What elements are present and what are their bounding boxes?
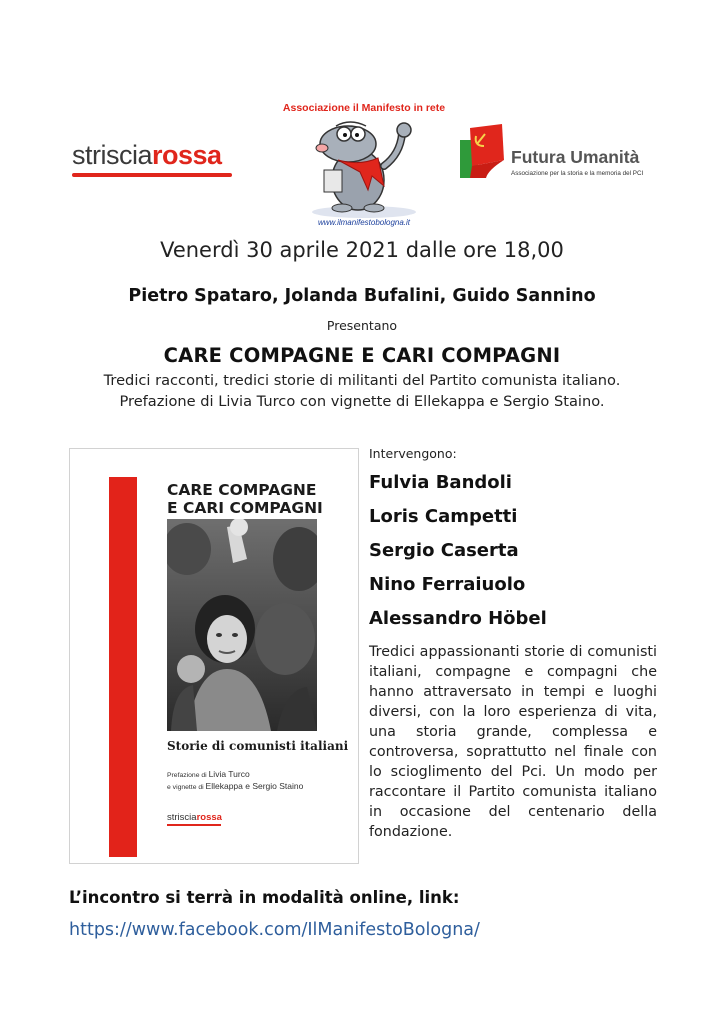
cover-title-line1: CARE COMPAGNE <box>167 481 317 499</box>
speaker-name: Fulvia Bandoli <box>369 472 512 493</box>
cover-preface <box>167 769 303 793</box>
cover-publisher-left: striscia <box>167 812 197 823</box>
cover-preface-name: Livia Turco <box>208 769 250 779</box>
speakers-list <box>369 472 547 642</box>
cover-title <box>167 481 323 517</box>
speaker-name: Alessandro Höbel <box>369 608 547 629</box>
book-subtitle-line2: Prefazione di Livia Turco con vignette di Ellekappa e Sergio Staino. <box>119 393 605 410</box>
cover-preface-prefix: Prefazione di <box>167 772 207 779</box>
cover-publisher-right: rossa <box>196 812 222 823</box>
book-description: Tredici appassionanti storie di comunisti italiani, compagne e compagni che hanno attraversato in tempi e luoghi diversi, con la loro esperienza di vita, una storia grande, complessa e controversa, soprattutto nel finale con lo scioglimento del Pci. Un modo per raccontare il Partito comunista italiano in occasione del centenario della fondazione. <box>369 644 657 840</box>
speaker-name: Loris Campetti <box>369 506 518 527</box>
book-cover <box>69 448 359 864</box>
facebook-link[interactable]: https://www.facebook.com/IlManifestoBologna/ <box>69 920 480 940</box>
online-notice: L’incontro si terrà in modalità online, link: <box>69 888 460 907</box>
cover-title-line2: E CARI COMPAGNI <box>167 499 323 517</box>
cover-photo <box>167 519 317 731</box>
speaker-name: Nino Ferraiuolo <box>369 574 526 595</box>
logo-text-striscia: striscia <box>72 140 153 170</box>
association-url: www.ilmanifestobologna.it <box>317 218 411 227</box>
futura-subtitle: Associazione per la storia e la memoria del PCI <box>511 170 644 177</box>
cover-subtitle: Storie di comunisti italiani <box>167 739 349 753</box>
flag-hammer-sickle-icon <box>458 120 510 184</box>
futura-title: Futura Umanità <box>511 147 640 167</box>
futura-umanita-logo <box>458 120 658 190</box>
cover-cartoons-names: Ellekappa e Sergio Staino <box>205 781 304 791</box>
association-name: Associazione il Manifesto in rete <box>282 102 446 114</box>
event-authors: Pietro Spataro, Jolanda Bufalini, Guido Sannino <box>128 286 596 306</box>
manifesto-in-rete-logo <box>272 100 456 232</box>
logo-underline <box>72 173 232 177</box>
mole-mascot-icon <box>298 114 430 218</box>
speakers-label: Intervengono: <box>369 446 457 461</box>
crowd-photo-image <box>167 519 317 731</box>
cover-publisher-logo <box>167 812 222 826</box>
speaker-name: Sergio Caserta <box>369 540 519 561</box>
cover-red-bar <box>109 477 137 857</box>
book-title: CARE COMPAGNE E CARI COMPAGNI <box>163 344 561 367</box>
strisciarossa-logo <box>72 140 237 184</box>
cover-cartoons-prefix: e vignette di <box>167 784 204 791</box>
event-date: Venerdì 30 aprile 2021 dalle ore 18,00 <box>160 238 564 262</box>
book-subtitle-line1: Tredici racconti, tredici storie di militanti del Partito comunista italiano. <box>103 372 621 389</box>
logo-text-rossa: rossa <box>152 140 222 170</box>
cover-publisher-underline <box>167 824 221 826</box>
presents-label: Presentano <box>326 318 398 333</box>
